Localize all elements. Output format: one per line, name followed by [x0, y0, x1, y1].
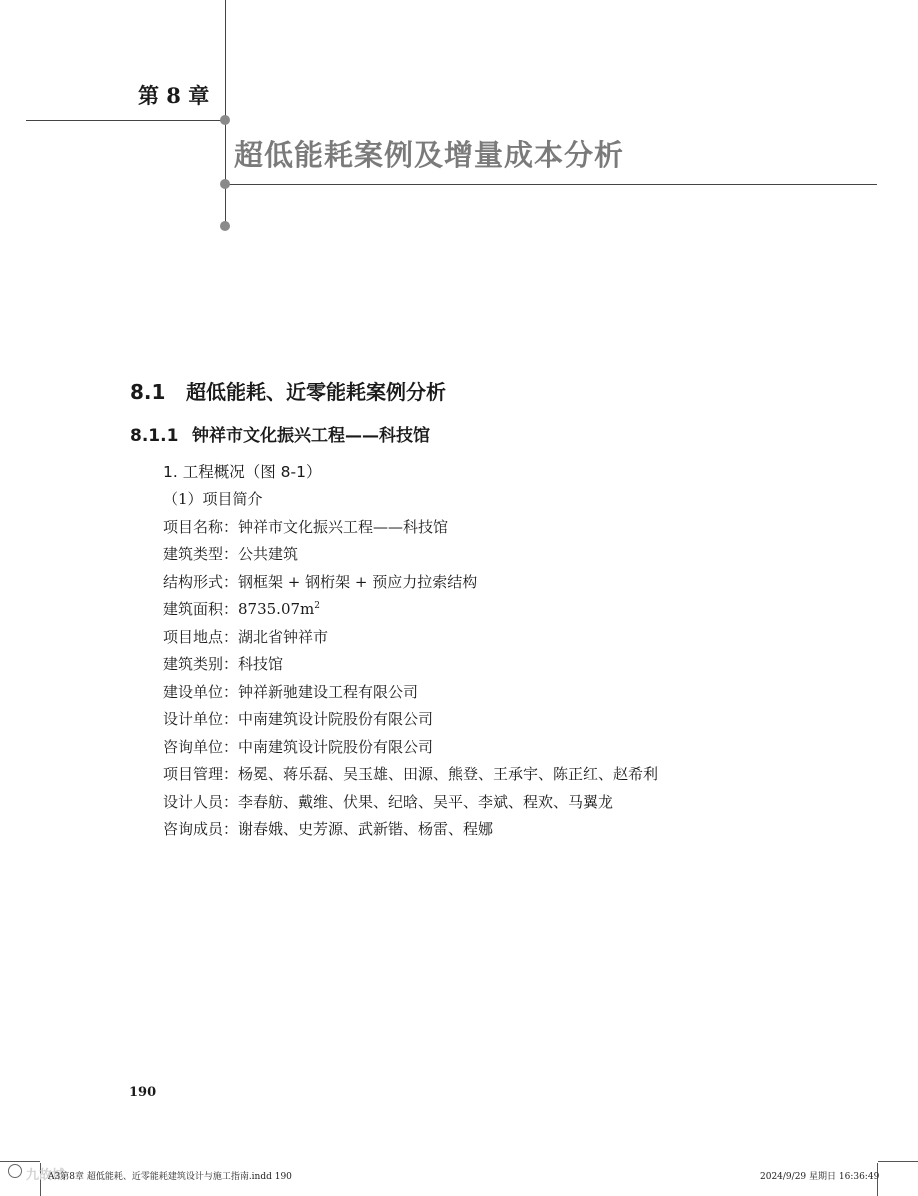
header-dot-3 [220, 221, 230, 231]
subsection-number: 8.1.1 [130, 426, 179, 446]
chapter-title: 超低能耗案例及增量成本分析 [234, 138, 625, 172]
list-item: 项目管理：杨冕、蒋乐磊、吴玉雄、田源、熊登、王承宇、陈正红、赵希利 [163, 765, 659, 783]
list-item: 咨询单位：中南建筑设计院股份有限公司 [163, 737, 434, 756]
header-rule-lower [225, 184, 877, 185]
section-heading [130, 376, 446, 405]
section-number: 8.1 [130, 380, 166, 404]
list-item: 咨询成员：谢春娥、史芳源、武新锴、杨雷、程娜 [163, 820, 494, 838]
list-item: 项目名称：钟祥市文化振兴工程——科技馆 [163, 517, 449, 536]
section-title: 超低能耗、近零能耗案例分析 [186, 380, 446, 404]
list-item-area [163, 596, 658, 624]
slug-timestamp: 2024/9/29 星期日 16:36:49 [760, 1172, 880, 1182]
list-item: 项目地点：湖北省钟祥市 [163, 627, 329, 646]
slug-file-info: A3第8章 超低能耗、近零能耗建筑设计与施工指南.indd 190 [48, 1172, 292, 1182]
chapter-label: 第 8 章 [138, 83, 210, 108]
subsection-heading [130, 421, 430, 446]
page-number: 190 [129, 1085, 157, 1100]
watermark: 九故城 [26, 1168, 66, 1183]
header-dot-2 [220, 179, 230, 189]
subsection-title: 钟祥市文化振兴工程——科技馆 [192, 426, 430, 446]
area-text: 建筑面积：8735.07m [163, 600, 315, 618]
header-rule-upper [26, 120, 225, 121]
list-item: 结构形式：钢框架 + 钢桁架 + 预应力拉索结构 [163, 572, 478, 591]
slug-rule-right [878, 1161, 918, 1162]
header-vertical-rule [225, 0, 226, 226]
area-superscript: 2 [314, 601, 320, 611]
header-dot-1 [220, 115, 230, 125]
registration-mark-icon [8, 1164, 22, 1178]
list-item: 设计人员：李春舫、戴维、伏果、纪晗、吴平、李斌、程欢、马翼龙 [163, 792, 614, 811]
list-item: 建筑类别：科技馆 [163, 655, 284, 673]
subsubsection-heading: 1. 工程概况（图 8-1） [163, 463, 322, 481]
intro-heading: （1）项目简介 [163, 490, 263, 508]
project-info-list [163, 486, 658, 844]
list-item: 建设单位：钟祥新驰建设工程有限公司 [163, 682, 419, 701]
list-item: 设计单位：中南建筑设计院股份有限公司 [163, 710, 434, 728]
slug-rule-left [0, 1161, 40, 1162]
list-item: 建筑类型：公共建筑 [163, 545, 299, 563]
